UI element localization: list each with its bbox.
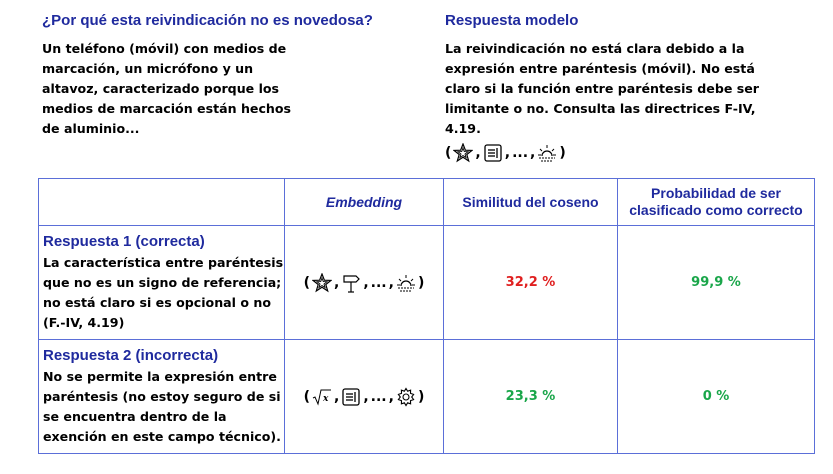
ellipsis: ... [512, 145, 529, 161]
document-icon [341, 387, 361, 407]
separator: , [388, 388, 394, 405]
embedding-cell [285, 340, 444, 454]
question-title: ¿Por qué esta reivindicación no es novedosa? [42, 12, 373, 29]
model-answer-text: La reivindicación no está clara debido a la expresión entre paréntesis (móvil). No está claro si la función entre paréntesis debe ser limitante o no. Consulta las directrices F-IV, 4.19. [445, 41, 760, 136]
model-answer-embedding [445, 143, 566, 163]
paren-open: ( [303, 274, 311, 291]
star-icon [453, 143, 473, 163]
comparison-table [38, 178, 815, 454]
separator: , [475, 145, 481, 161]
separator: , [388, 274, 394, 291]
cosine-value: 23,3 % [444, 340, 618, 454]
gear-icon [396, 387, 416, 407]
paren-close: ) [417, 274, 425, 291]
separator: , [530, 145, 536, 161]
header-empty [39, 179, 285, 226]
star-icon [312, 273, 332, 293]
table-row [39, 340, 815, 454]
ellipsis: ... [370, 388, 387, 405]
signpost-icon [341, 273, 361, 293]
separator: , [334, 388, 340, 405]
svg-text:x: x [323, 393, 329, 404]
paren-open: ( [303, 388, 311, 405]
response-text: No se permite la expresión entre paréntesis (no estoy seguro de si se encuentra dentro de la exención en este campo técnico). [43, 368, 281, 444]
model-answer-title: Respuesta modelo [445, 12, 579, 29]
response-title: Respuesta 2 (incorrecta) [43, 346, 219, 364]
separator: , [363, 388, 369, 405]
separator: , [334, 274, 340, 291]
separator: , [504, 145, 511, 161]
probability-value: 99,9 % [618, 226, 815, 340]
cosine-value: 32,2 % [444, 226, 618, 340]
question-text: Un teléfono (móvil) con medios de marcación, un micrófono y un altavoz, caracterizado porque los medios de marcación están hechos de aluminio... [42, 41, 292, 136]
sun-icon [537, 143, 557, 163]
paren-close: ) [417, 388, 425, 405]
header-cosine: Similitud del coseno [444, 179, 618, 226]
ellipsis: ... [370, 274, 387, 291]
header-embedding: Embedding [285, 179, 444, 226]
response-text: La característica entre paréntesis que no es un signo de referencia; no está claro si es opcional o no (F.-IV, 4.19) [43, 254, 284, 330]
response-cell [39, 340, 285, 454]
sun-icon [396, 273, 416, 293]
separator: , [363, 274, 369, 291]
table-header-row [39, 179, 815, 226]
paren-open: ( [445, 145, 452, 161]
embedding-cell [285, 226, 444, 340]
sqrt-x-icon [312, 387, 332, 407]
probability-value: 0 % [618, 340, 815, 454]
document-icon [483, 143, 503, 163]
response-cell [39, 226, 285, 340]
table-row [39, 226, 815, 340]
paren-close: ) [559, 145, 566, 161]
header-probability: Probabilidad de ser clasificado como correcto [618, 179, 815, 226]
response-title: Respuesta 1 (correcta) [43, 232, 205, 250]
